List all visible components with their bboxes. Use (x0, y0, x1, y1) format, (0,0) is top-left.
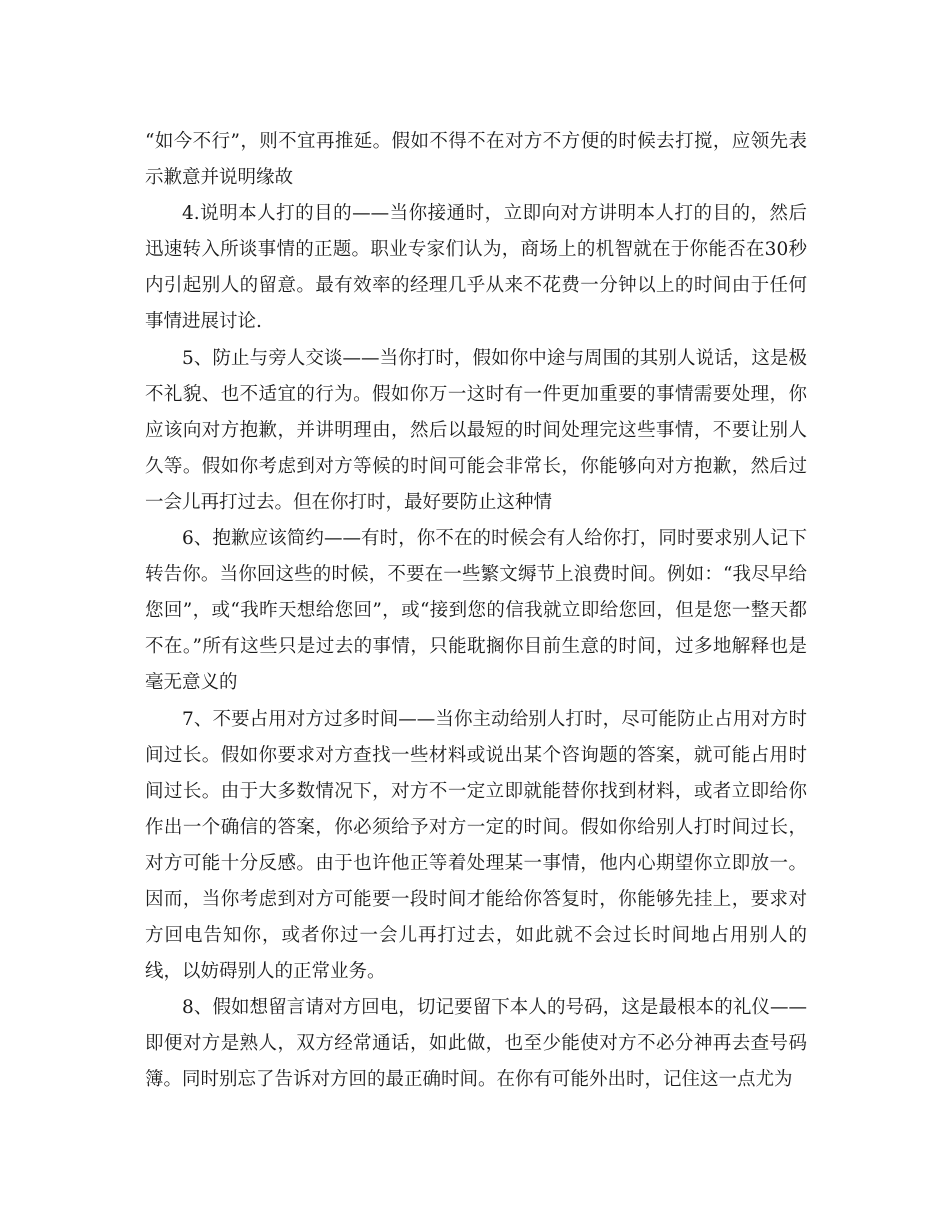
paragraph-item-5: 5、防止与旁人交谈——当你打时，假如你中途与周围的其别人说话，这是极不礼貌、也不适宜的行为。假如你万一这时有一件更加重要的事情需要处理，你应该向对方抱歉，并讲明理由，然后以最短的时间处理完这些事情，不要让别人久等。假如你考虑到对方等候的时间可能会非常长，你能够向对方抱歉，然后过一会儿再打过去。但在你打时，最好要防止这种情 (145, 347, 807, 513)
paragraph-continuation: “如今不行”，则不宜再推延。假如不得不在对方不方便的时候去打搅，应领先表示歉意并说明缘故 (145, 131, 807, 189)
paragraph-item-4: 4.说明本人打的目的——当你接通时，立即向对方讲明本人打的目的，然后迅速转入所谈事情的正题。职业专家们认为，商场上的机智就在于你能否在30秒内引起别人的留意。最有效率的经理几乎从来不花费一分钟以上的时间由于任何事情进展讨论. (145, 203, 807, 333)
document-body (145, 124, 807, 1099)
paragraph-item-6: 6、抱歉应该简约——有时，你不在的时候会有人给你打，同时要求别人记下转告你。当你回这些的时候，不要在一些繁文缛节上浪费时间。例如：“我尽早给您回”，或“我昨天想给您回”，或“接到您的信我就立即给您回，但是您一整天都不在。”所有这些只是过去的事情，只能耽搁你目前生意的时间，过多地解释也是毫无意义的 (145, 528, 807, 694)
paragraph-item-7: 7、不要占用对方过多时间——当你主动给别人打时，尽可能防止占用对方时间过长。假如你要求对方查找一些材料或说出某个咨询题的答案，就可能占用时间过长。由于大多数情况下，对方不一定立即就能替你找到材料，或者立即给你作出一个确信的答案，你必须给予对方一定的时间。假如你给别人打时间过长，对方可能十分反感。由于也许他正等着处理某一事情，他内心期望你立即放一。因而，当你考虑到对方可能要一段时间才能给你答复时，你能够先挂上，要求对方回电告知你，或者你过一会儿再打过去，如此就不会过长时间地占用别人的线，以妨碍别人的正常业务。 (145, 708, 807, 983)
paragraph-item-8: 8、假如想留言请对方回电，切记要留下本人的号码，这是最根本的礼仪——即便对方是熟人，双方经常通话，如此做，也至少能使对方不必分神再去查号码簿。同时别忘了告诉对方回的最正确时间。在你有可能外出时，记住这一点尤为 (145, 997, 807, 1091)
